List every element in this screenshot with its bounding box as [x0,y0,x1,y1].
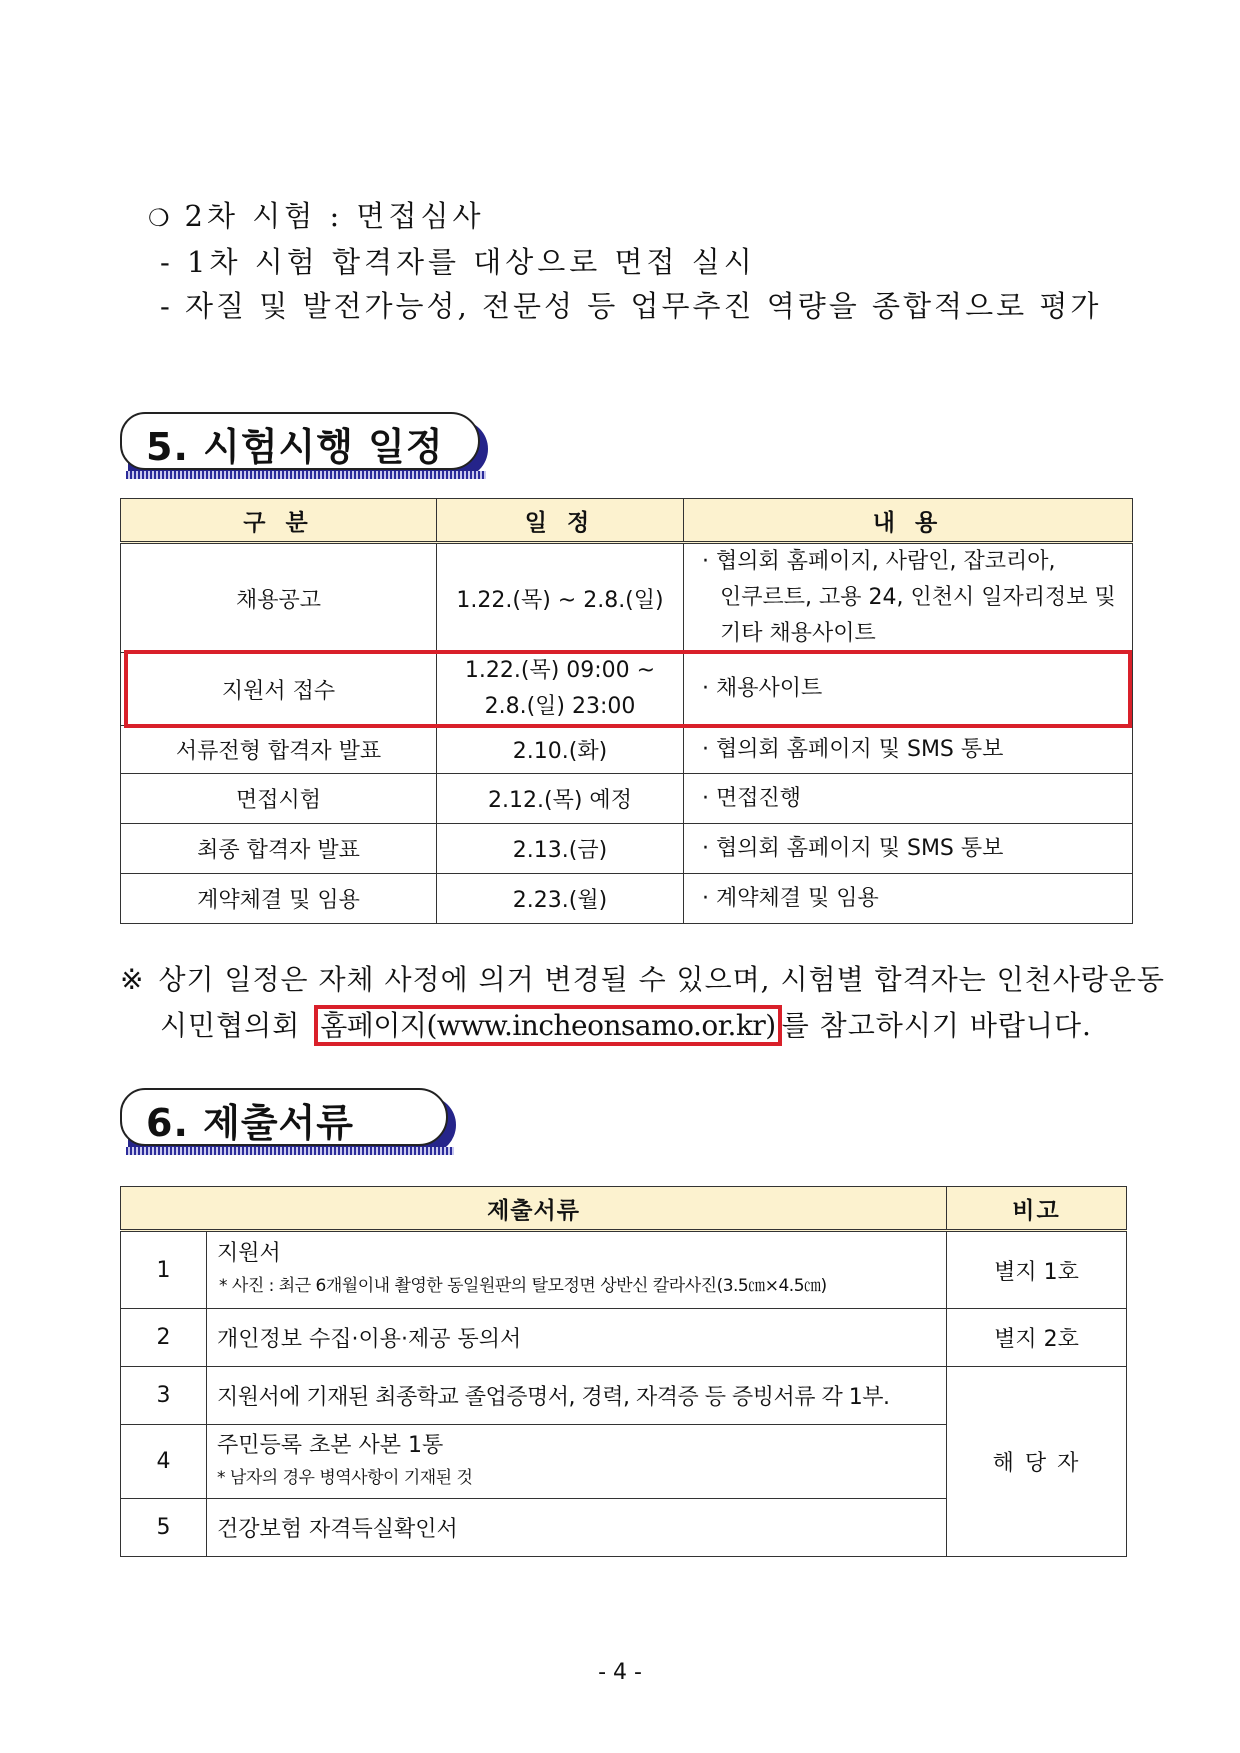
document-name: 지원서 [217,1241,281,1266]
row-content: · 면접진행 [684,774,1133,824]
row-remark: 해 당 자 [947,1367,1127,1557]
documents-table [120,1186,1127,1557]
row-content: · 협의회 홈페이지 및 SMS 통보 [684,726,1133,774]
section6-heading [120,1088,448,1146]
row-number: 1 [121,1231,207,1309]
section6-title: 6. 제출서류 [146,1101,354,1145]
row-document [207,1231,947,1309]
date-line: 1.22.(목) 09:00 ~ [464,658,656,683]
header-category: 구 분 [121,499,437,543]
table-row [121,1309,1127,1367]
header-content: 내 용 [684,499,1133,543]
note-suffix: 를 참고하시기 바랍니다. [781,1009,1092,1042]
intro-line-2: - 1차 시험 합격자를 대상으로 면접 실시 [160,245,756,279]
row-number: 3 [121,1367,207,1425]
row-document: 지원서에 기재된 최종학교 졸업증명서, 경력, 자격증 등 증빙서류 각 1부. [207,1367,947,1425]
content-line: 인쿠르트, 고용 24, 인천시 일자리정보 및 [720,585,1116,610]
date-line: 2.8.(일) 23:00 [484,694,636,719]
intro-line-3: - 자질 및 발전가능성, 전문성 등 업무추진 역량을 종합적으로 평가 [160,289,1102,323]
schedule-header-row [121,499,1133,543]
document-note: * 남자의 경우 병역사항이 기재된 것 [217,1467,473,1488]
intro-line-1-text: 2차 시험 : 면접심사 [184,199,485,233]
row-remark: 별지 1호 [947,1231,1127,1309]
content-line: 기타 채용사이트 [720,621,876,646]
table-row [121,1231,1127,1309]
note-prefix: 시민협의회 [160,1009,301,1042]
row-content: · 채용사이트 [684,653,1133,726]
header-remark: 비고 [947,1187,1127,1231]
row-category: 지원서 접수 [121,653,437,726]
row-number: 2 [121,1309,207,1367]
schedule-note-line-2 [160,1004,1092,1044]
section5-title: 5. 시험시행 일정 [146,425,444,469]
row-date: 2.10.(화) [437,726,684,774]
header-documents: 제출서류 [121,1187,947,1231]
row-category: 최종 합격자 발표 [121,824,437,874]
row-date: 2.13.(금) [437,824,684,874]
row-remark: 별지 2호 [947,1309,1127,1367]
documents-header-row [121,1187,1127,1231]
circle-bullet-icon: ❍ [148,204,171,232]
header-date: 일 정 [437,499,684,543]
table-row [121,774,1133,824]
row-category: 계약체결 및 임용 [121,874,437,924]
row-category: 채용공고 [121,543,437,653]
content-line: · 협의회 홈페이지, 사람인, 잡코리아, [702,549,1056,574]
table-row [121,543,1133,653]
heading-stripe [126,1147,454,1155]
row-document: 개인정보 수집·이용·제공 동의서 [207,1309,947,1367]
note-text-1: 상기 일정은 자체 사정에 의거 변경될 수 있으며, 시험별 합격자는 인천사랑운동 [158,963,1165,996]
heading-stripe [126,471,486,479]
row-document: 건강보험 자격득실확인서 [207,1499,947,1557]
section5-heading [120,412,480,470]
row-date: 2.23.(월) [437,874,684,924]
document-name: 주민등록 초본 사본 1통 [217,1432,444,1458]
document-note: * 사진 : 최근 6개월이내 촬영한 동일원판의 탈모정면 상반신 칼라사진(3.5㎝×4.5㎝) [219,1276,827,1296]
application-row-highlight [124,650,1132,728]
homepage-link[interactable]: 홈페이지(www.incheonsamo.or.kr) [314,1005,781,1046]
row-content [684,543,1133,653]
reference-mark-icon: ※ [120,963,145,996]
schedule-note-line-1 [120,958,1165,998]
row-number: 5 [121,1499,207,1557]
row-document [207,1425,947,1499]
row-number: 4 [121,1425,207,1499]
table-row [121,874,1133,924]
row-category: 면접시험 [121,774,437,824]
row-date: 1.22.(목) ~ 2.8.(일) [437,543,684,653]
page-number: - 4 - [598,1660,642,1685]
row-date: 2.12.(목) 예정 [437,774,684,824]
row-content: · 협의회 홈페이지 및 SMS 통보 [684,824,1133,874]
intro-line-1 [148,194,485,235]
table-row [121,824,1133,874]
table-row [121,1367,1127,1425]
row-category: 서류전형 합격자 발표 [121,726,437,774]
table-row [121,726,1133,774]
row-content: · 계약체결 및 임용 [684,874,1133,924]
